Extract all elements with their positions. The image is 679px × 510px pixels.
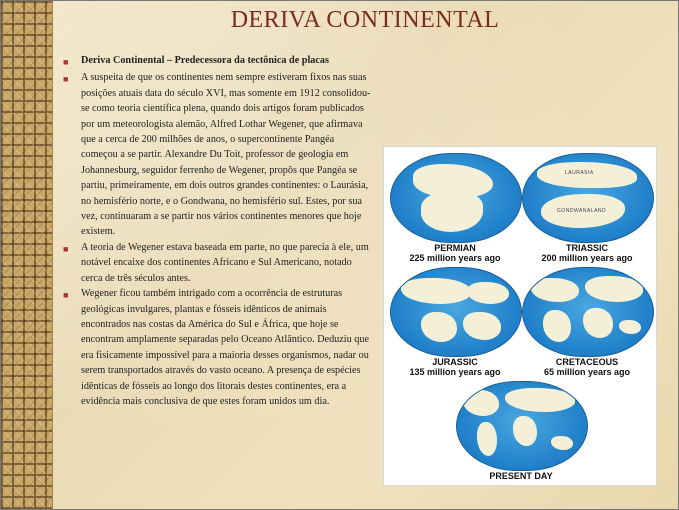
bullet-icon: ■	[63, 290, 69, 301]
continental-drift-figure	[383, 146, 657, 486]
bullet-icon: ■	[63, 57, 69, 67]
permian-globe	[390, 153, 522, 243]
globe-age: 200 million years ago	[541, 253, 633, 263]
bullet-heading	[63, 53, 373, 68]
bullet-paragraph	[63, 70, 373, 239]
bullet-text: A suspeita de que os continentes nem sempre estiveram fixos nas suas posições atuais data do século XVI, mas somente em 1912 consolidou-se como teoria científica plena, quando dois artigos foram publicados por um meteorologista alemão, Alfred Lothar Wegener, que afirmava que a cerca de 200 milhões de anos, o supercontinente Pangéa começou a se partir. Alexandre Du Toit, professor de geologia em Johannesburg, seguidor ferrenho de Wegener, propôs que Pangéa se partiu, primeiramente, em dois outros grandes continentes: o Laurásia, no hemisfério norte, e o Gondwana, no hemisfério sul. Estes, por sua vez, continuaram a se partir nos vários continentes menores que hoje existem.	[81, 72, 371, 238]
cretaceous-globe	[522, 267, 654, 357]
decorative-border	[1, 1, 53, 509]
present-day-globe	[456, 381, 588, 471]
bullet-text: Deriva Continental – Predecessora da tectônica de placas	[81, 55, 329, 66]
bullet-text: Wegener ficou também intrigado com a ocorrência de estruturas geológicas invulgares, plantas e fósseis idênticos de animais encontrados nas costas da América do Sul e África, que hoje se encontram amplamente separadas pelo Oceano Atlântico. Deduziu que era fisicamente impossível para a maioria desses organismos, nadar ou serem transportados através do vasto oceano. A presença de espécies idênticas de fósseis ao longo dos litorais destes continentes, era a evidência mais conclusiva de que estes foram unidos um dia.	[81, 288, 369, 407]
jurassic-globe	[390, 267, 522, 357]
globe-age: 65 million years ago	[543, 367, 631, 377]
slide-title: DERIVA CONTINENTAL	[230, 7, 500, 33]
bullet-paragraph	[63, 286, 373, 409]
map-label: LAURASIA	[565, 170, 594, 176]
bullet-icon: ■	[63, 74, 69, 85]
globe-age: 225 million years ago	[409, 253, 501, 263]
triassic-globe	[522, 153, 654, 243]
bullet-text: A teoria de Wegener estava baseada em parte, no que parecia à ele, um notável encaixe dos continentes Africano e Sul Americano, notado cerca de três séculos antes.	[81, 241, 369, 284]
slide-body	[63, 53, 373, 409]
bullet-icon: ■	[63, 243, 69, 254]
map-label: GONDWANALAND	[557, 208, 607, 214]
globe-age: 135 million years ago	[409, 367, 501, 377]
bullet-paragraph	[63, 240, 373, 286]
globe-name: CRETACEOUS	[555, 357, 619, 367]
globe-name: PERMIAN	[434, 243, 476, 253]
globe-name: PRESENT DAY	[489, 471, 553, 481]
globe-name: JURASSIC	[432, 357, 478, 367]
globe-name: TRIASSIC	[565, 243, 608, 253]
